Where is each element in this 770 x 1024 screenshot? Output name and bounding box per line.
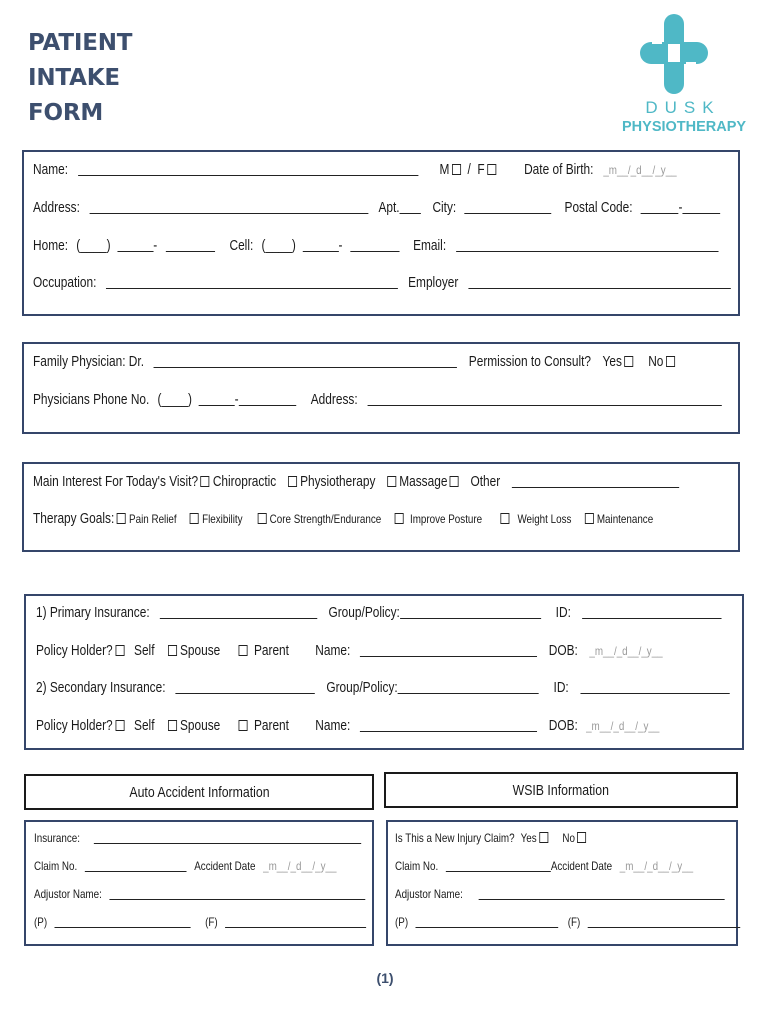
primary-group-field[interactable] (400, 607, 541, 619)
wsib-accident-date-label: Accident Date (550, 859, 613, 873)
wsib-yes-checkbox[interactable] (539, 832, 548, 843)
secondary-insurance-field[interactable] (175, 682, 314, 694)
permission-no-checkbox[interactable] (666, 356, 675, 367)
dob-field[interactable]: _m__/_d__/_y__ (603, 163, 677, 177)
primary-dob-field[interactable]: _m__/_d__/_y__ (589, 644, 663, 658)
physician-address-label: Address: (310, 392, 358, 408)
other-field[interactable] (512, 476, 679, 488)
wsib-yes-label: Yes (520, 831, 537, 845)
primary-id-label: ID: (555, 605, 571, 621)
weight-loss-checkbox[interactable] (500, 513, 509, 524)
wsib-p-field[interactable] (416, 916, 559, 928)
auto-insurance-field[interactable] (94, 832, 361, 844)
sex-f-checkbox[interactable] (487, 164, 496, 175)
improve-posture-checkbox[interactable] (394, 513, 403, 524)
auto-accident-date-field[interactable]: _m__/_d__/_y__ (263, 859, 337, 873)
improve-posture-label: Improve Posture (409, 512, 483, 526)
physiotherapy-label: Physiotherapy (300, 474, 376, 490)
secondary-parent-checkbox[interactable] (238, 720, 247, 731)
physician-address-field[interactable] (368, 394, 722, 406)
wsib-p-label: (P) (395, 915, 409, 929)
home-phone-field-1[interactable] (117, 240, 153, 252)
home-label: Home: (33, 238, 69, 254)
name-label: Name: (33, 162, 69, 178)
city-label: City: (432, 200, 457, 216)
row-wsib-phone (395, 915, 741, 929)
secondary-dob-field[interactable]: _m__/_d__/_y__ (586, 719, 660, 733)
primary-self-label: Self (134, 643, 155, 659)
cell-label: Cell: (229, 238, 254, 254)
auto-p-label: (P) (34, 915, 48, 929)
interest-label: Main Interest For Today's Visit? (33, 474, 199, 490)
page-number: (1) (376, 970, 394, 986)
row-wsib-adjustor (395, 887, 725, 901)
secondary-group-label: Group/Policy: (326, 680, 398, 696)
flexibility-checkbox[interactable] (190, 513, 199, 524)
primary-insurance-field[interactable] (160, 607, 317, 619)
row-secondary-holder (36, 718, 659, 734)
row-physician-phone (33, 392, 722, 408)
form-title (28, 26, 132, 131)
physician-area-code[interactable]: (____) (157, 392, 192, 408)
massage-checkbox[interactable] (387, 476, 396, 487)
auto-p-field[interactable] (55, 916, 191, 928)
auto-accident-date-label: Accident Date (194, 859, 256, 873)
auto-accident-heading-text: Auto Accident Information (128, 783, 270, 801)
cell-area-code[interactable]: (____) (261, 238, 296, 254)
family-physician-label: Family Physician: Dr. (33, 354, 145, 370)
primary-parent-label: Parent (253, 643, 289, 659)
goals-label: Therapy Goals: (33, 511, 115, 527)
sex-m-label: M (439, 162, 450, 178)
logo-subtitle: PHYSIOTHERAPY (622, 119, 747, 135)
cell-phone-field-2[interactable] (351, 240, 400, 252)
physician-dash: - (234, 392, 239, 408)
occupation-field[interactable] (106, 277, 398, 289)
secondary-parent-label: Parent (253, 718, 289, 734)
address-label: Address: (33, 200, 80, 216)
secondary-self-label: Self (134, 718, 155, 734)
secondary-holder-label: Policy Holder? (36, 718, 113, 734)
dusk-physiotherapy-logo (622, 12, 747, 142)
auto-claim-label: Claim No. (34, 859, 78, 873)
permission-yes-checkbox[interactable] (624, 356, 633, 367)
row-wsib-claim (395, 859, 693, 873)
primary-insurance-label: 1) Primary Insurance: (36, 605, 150, 621)
sex-m-checkbox[interactable] (452, 164, 461, 175)
apt-field[interactable] (400, 202, 421, 214)
wsib-claim-label: Claim No. (395, 859, 439, 873)
auto-adjustor-label: Adjustor Name: (34, 887, 102, 901)
email-field[interactable] (456, 240, 718, 252)
sex-slash: / (467, 162, 471, 178)
wsib-adjustor-label: Adjustor Name: (395, 887, 463, 901)
permission-label: Permission to Consult? (468, 354, 592, 370)
postal-field-1[interactable] (641, 202, 679, 214)
wsib-adjustor-field[interactable] (479, 888, 725, 900)
secondary-name-label: Name: (315, 718, 351, 734)
chiropractic-checkbox[interactable] (201, 476, 210, 487)
title-line-3: FORM (28, 100, 104, 126)
physician-phone-label: Physicians Phone No. (33, 392, 150, 408)
sex-f-label: F (477, 162, 485, 178)
cell-phone-field-1[interactable] (302, 240, 338, 252)
pain-relief-checkbox[interactable] (117, 513, 126, 524)
auto-claim-field[interactable] (85, 860, 187, 872)
address-field[interactable] (90, 202, 369, 214)
dob-label: Date of Birth: (524, 162, 594, 178)
row-wsib-injury (395, 831, 590, 845)
flexibility-label: Flexibility (202, 512, 243, 526)
primary-parent-checkbox[interactable] (238, 645, 247, 656)
secondary-spouse-label: Spouse (179, 718, 221, 734)
core-strength-label: Core Strength/Endurance (269, 512, 382, 526)
secondary-id-field[interactable] (580, 682, 729, 694)
primary-group-label: Group/Policy: (328, 605, 400, 621)
primary-name-field[interactable] (360, 645, 537, 657)
other-checkbox[interactable] (450, 476, 459, 487)
auto-f-field[interactable] (225, 916, 366, 928)
primary-holder-label: Policy Holder? (36, 643, 113, 659)
secondary-insurance-label: 2) Secondary Insurance: (36, 680, 166, 696)
auto-insurance-label: Insurance: (34, 831, 80, 845)
title-line-2: INTAKE (28, 65, 120, 91)
home-phone-field-2[interactable] (165, 240, 214, 252)
postal-label: Postal Code: (564, 200, 633, 216)
row-address (33, 200, 720, 216)
massage-label: Massage (399, 474, 448, 490)
cell-dash: - (338, 238, 343, 254)
wsib-f-label: (F) (567, 915, 581, 929)
row-auto-adjustor (34, 887, 365, 901)
maintenance-label: Maintenance (596, 512, 654, 526)
secondary-dob-label: DOB: (548, 718, 578, 734)
plus-cross-logo-icon (640, 14, 708, 94)
secondary-self-checkbox[interactable] (115, 720, 124, 731)
physiotherapy-checkbox[interactable] (288, 476, 297, 487)
secondary-name-field[interactable] (360, 720, 537, 732)
wsib-claim-field[interactable] (446, 860, 551, 872)
email-label: Email: (413, 238, 447, 254)
physician-phone-field-2[interactable] (239, 394, 296, 406)
maintenance-checkbox[interactable] (585, 513, 594, 524)
occupation-label: Occupation: (33, 275, 97, 291)
row-secondary-insurance (36, 680, 729, 696)
row-primary-insurance (36, 605, 722, 621)
auto-adjustor-field[interactable] (109, 888, 365, 900)
logo-word: DUSK (645, 98, 721, 117)
wsib-no-label: No (562, 831, 575, 845)
row-phones (33, 238, 718, 254)
row-goals (33, 511, 653, 527)
home-dash: - (153, 238, 158, 254)
postal-field-2[interactable] (683, 202, 721, 214)
permission-no-label: No (648, 354, 664, 370)
row-occupation (33, 275, 731, 291)
pain-relief-label: Pain Relief (129, 512, 177, 526)
row-auto-phone (34, 915, 366, 929)
row-auto-claim (34, 859, 336, 873)
row-auto-insurance (34, 831, 362, 845)
employer-field[interactable] (468, 277, 730, 289)
secondary-group-field[interactable] (398, 682, 539, 694)
wsib-accident-date-field[interactable]: _m__/_d__/_y__ (619, 859, 694, 873)
home-area-code[interactable]: (____) (76, 238, 111, 254)
title-line-1: PATIENT (28, 30, 133, 56)
row-physician (33, 354, 678, 370)
weight-loss-label: Weight Loss (517, 512, 572, 526)
permission-yes-label: Yes (602, 354, 622, 370)
apt-label: Apt. (378, 200, 400, 216)
wsib-f-field[interactable] (588, 916, 741, 928)
auto-f-label: (F) (205, 915, 218, 929)
auto-accident-heading (24, 774, 374, 810)
secondary-id-label: ID: (553, 680, 569, 696)
secondary-spouse-checkbox[interactable] (168, 720, 177, 731)
primary-id-field[interactable] (582, 607, 721, 619)
primary-dob-label: DOB: (548, 643, 578, 659)
name-field[interactable] (78, 164, 418, 176)
wsib-heading (384, 772, 738, 808)
wsib-new-injury-label: Is This a New Injury Claim? (395, 831, 515, 845)
wsib-no-checkbox[interactable] (577, 832, 586, 843)
city-field[interactable] (464, 202, 551, 214)
core-strength-checkbox[interactable] (257, 513, 266, 524)
physician-phone-field-1[interactable] (199, 394, 235, 406)
family-physician-field[interactable] (154, 356, 457, 368)
wsib-heading-text: WSIB Information (512, 781, 610, 799)
postal-dash: - (678, 200, 683, 216)
primary-spouse-label: Spouse (179, 643, 221, 659)
row-interest (33, 474, 679, 490)
other-label: Other (470, 474, 501, 490)
employer-label: Employer (408, 275, 459, 291)
row-name (33, 162, 677, 178)
row-primary-holder (36, 643, 663, 659)
primary-spouse-checkbox[interactable] (168, 645, 177, 656)
primary-self-checkbox[interactable] (115, 645, 124, 656)
primary-name-label: Name: (315, 643, 351, 659)
chiropractic-label: Chiropractic (212, 474, 277, 490)
